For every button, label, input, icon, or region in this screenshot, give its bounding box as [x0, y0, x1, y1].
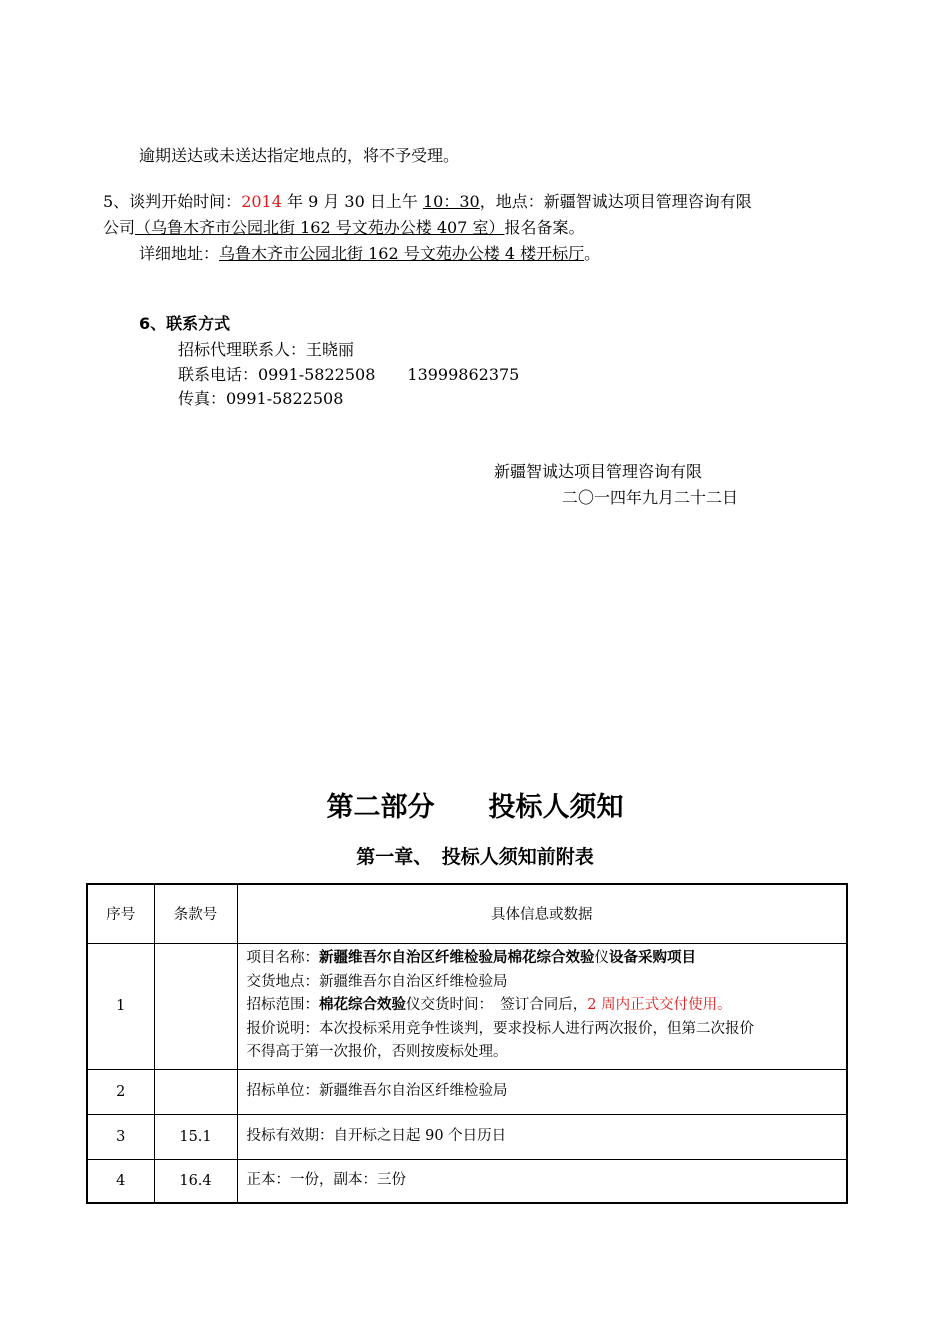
row-info: 招标单位：新疆维吾尔自治区纤维检验局	[237, 1069, 847, 1114]
item5-time: 10：30	[422, 192, 480, 211]
pre-table	[86, 883, 848, 1204]
row-info: 正本：一份，副本：三份	[237, 1159, 847, 1203]
scope-label: 招标范围：	[246, 997, 319, 1014]
table-row	[87, 1114, 847, 1159]
chapter-title: 第一章、 投标人须知前附表	[356, 846, 594, 868]
table-row	[87, 1069, 847, 1114]
item5-address-paren: （乌鲁木齐市公园北街 162 号文苑办公楼 407 室）	[135, 218, 505, 237]
row-info	[237, 943, 847, 1069]
quote-note-line-2: 不得高于第一次报价，否则按废标处理。	[246, 1044, 508, 1061]
item5-location: ，地点：新疆智诚达项目管理咨询有限	[479, 192, 752, 211]
row-info: 投标有效期：自开标之日起 90 个日历日	[237, 1114, 847, 1159]
item5-line2-prefix: 公司	[103, 218, 136, 237]
row-clause: 16.4	[154, 1159, 237, 1203]
contact-heading: 6、联系方式	[139, 314, 231, 333]
contact-fax: 传真：0991-5822508	[178, 389, 344, 408]
table-row	[87, 1159, 847, 1203]
header-info: 具体信息或数据	[237, 884, 847, 943]
item5-date: 年 9 月 30 日上午	[281, 192, 423, 211]
detail-address-label: 详细地址：	[139, 244, 220, 263]
row-no: 1	[87, 943, 154, 1069]
signature-company: 新疆智诚达项目管理咨询有限	[494, 462, 703, 481]
item5-line2	[103, 218, 584, 237]
scope-deadline: 2 周内正式交付使用。	[587, 997, 732, 1014]
item5-line1	[103, 192, 752, 211]
detail-address-suffix: 。	[584, 244, 601, 263]
detail-address	[139, 244, 600, 263]
scope-line	[247, 994, 841, 1018]
header-clause: 条款号	[154, 884, 237, 943]
row-no: 4	[87, 1159, 154, 1203]
contact-phone: 联系电话：0991-5822508 13999862375	[178, 365, 520, 384]
late-delivery-notice: 逾期送达或未送达指定地点的，将不予受理。	[139, 146, 460, 165]
quote-note-line-1: 报价说明：本次投标采用竞争性谈判，要求投标人进行两次报价，但第二次报价	[246, 1020, 754, 1037]
row-no: 2	[87, 1069, 154, 1114]
row-clause	[154, 943, 237, 1069]
project-name-bold: 新疆维吾尔自治区纤维检验局棉花综合效验	[319, 950, 595, 967]
header-no: 序号	[87, 884, 154, 943]
signature-date: 二〇一四年九月二十二日	[562, 488, 739, 507]
row-clause	[154, 1069, 237, 1114]
item5-year: 2014	[241, 192, 282, 211]
part2-title: 第二部分 投标人须知	[326, 792, 624, 823]
project-name-line	[247, 947, 841, 971]
contact-agent: 招标代理联系人：王晓丽	[178, 340, 355, 359]
project-name-mid: 仪	[594, 950, 609, 967]
row-no: 3	[87, 1114, 154, 1159]
scope-normal: 仪交货时间： 签订合同后，	[406, 997, 588, 1014]
row-clause: 15.1	[154, 1114, 237, 1159]
item5-line2-suffix: 报名备案。	[504, 218, 585, 237]
table-header-row	[87, 884, 847, 943]
detail-address-value: 乌鲁木齐市公园北街 162 号文苑办公楼 4 楼开标厅	[219, 244, 585, 263]
item5-prefix: 5、谈判开始时间：	[103, 192, 242, 211]
scope-bold: 棉花综合效验	[319, 997, 406, 1014]
delivery-location-line: 交货地点：新疆维吾尔自治区纤维检验局	[246, 973, 508, 990]
project-name-label: 项目名称：	[246, 950, 319, 967]
project-name-bold-2: 设备采购项目	[609, 950, 696, 967]
table-row	[87, 943, 847, 1069]
